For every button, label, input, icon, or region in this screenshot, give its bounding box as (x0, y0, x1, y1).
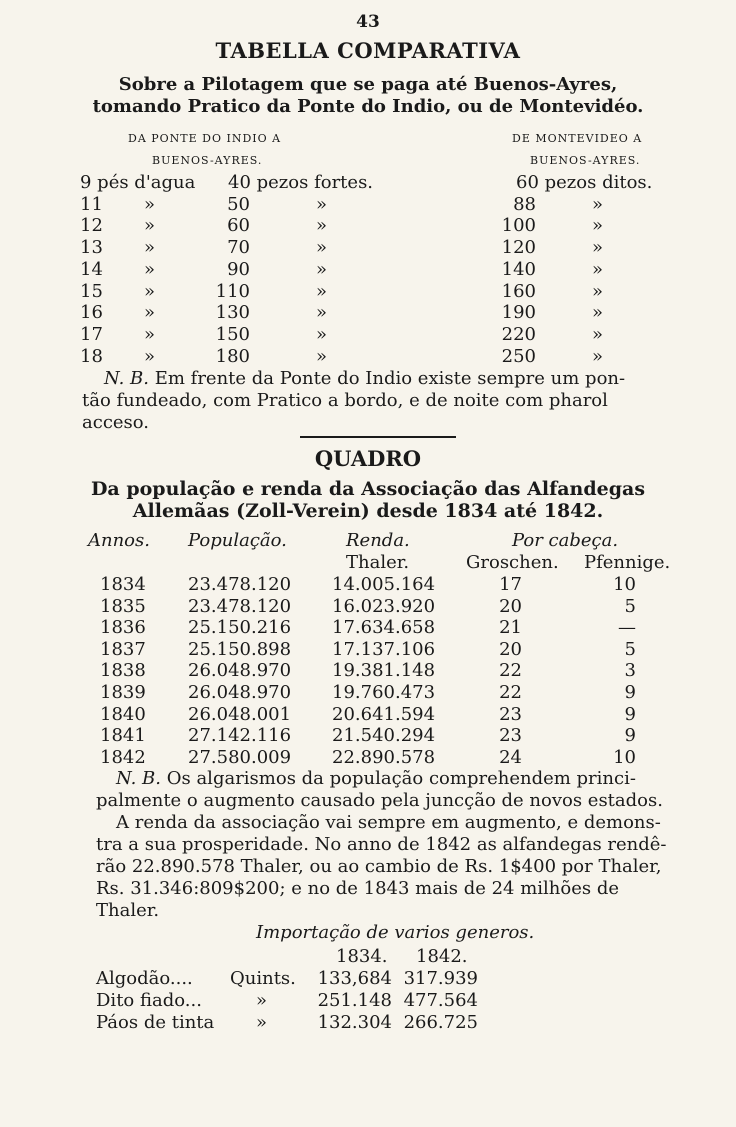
ditto-mark: » (144, 280, 156, 302)
ponte-price-cell: 50 (227, 193, 250, 215)
renda-cell: 21.540.294 (332, 725, 436, 747)
pfennige-cell: 9 (624, 725, 636, 747)
ditto-mark: » (316, 258, 328, 280)
ponte-price-cell: 130 (215, 302, 250, 324)
quadro-subheader-row (0, 552, 736, 574)
quadro-title: QUADRO (314, 446, 422, 471)
groschen-cell: 24 (499, 746, 522, 768)
value-1834-cell: 132.304 (317, 1012, 392, 1033)
renda-cell: 20.641.594 (332, 703, 436, 725)
ditto-mark: » (592, 258, 604, 280)
montevideo-price-cell: 60 pezos ditos. (516, 172, 653, 193)
population-cell: 25.150.898 (188, 638, 292, 660)
pfennige-cell: 3 (624, 660, 636, 682)
renda-cell: 17.634.658 (332, 617, 436, 639)
population-cell: 26.048.001 (188, 703, 292, 725)
ditto-mark: » (144, 215, 156, 237)
population-cell: 25.150.216 (188, 617, 292, 639)
ditto-mark: » (144, 323, 156, 345)
montevideo-price-cell: 140 (501, 258, 536, 280)
ditto-mark: » (316, 280, 328, 302)
tabella-subtitle-1: Sobre a Pilotagem que se paga até Buenos-Ayres, (118, 74, 618, 95)
quadro-nb (96, 768, 684, 812)
header-renda: Renda. (346, 530, 410, 551)
nb-line-1: Em frente da Ponte do Indio existe sempre um pon- (154, 368, 626, 389)
nb-line-2: tão fundeado, com Pratico a bordo, e de noite com pharol (82, 390, 608, 411)
depth-cell: 18 (80, 345, 103, 367)
montevideo-price-cell: 100 (501, 215, 536, 237)
quadro-nb-line-1: Os algarismos da população comprehendem princi- (166, 768, 636, 789)
table-row (0, 617, 736, 639)
pfennige-cell: — (618, 617, 636, 639)
table-row (0, 1012, 736, 1034)
ponte-price-cell: 40 pezos fortes. (228, 172, 374, 193)
pfennige-cell: 5 (624, 595, 636, 617)
groschen-cell: 23 (499, 703, 522, 725)
quadro-subtitle-2: Allemãas (Zoll-Verein) desde 1834 até 1842. (132, 500, 604, 522)
table-row (0, 704, 736, 726)
ditto-mark: » (144, 193, 156, 215)
col-right-heading-1: DE MONTEVIDEO A (512, 132, 643, 145)
population-cell: 27.580.009 (188, 746, 292, 768)
groschen-cell: 22 (499, 682, 522, 703)
ditto-mark: » (592, 280, 604, 302)
ditto-mark: » (592, 302, 604, 324)
ditto-mark: » (316, 237, 328, 259)
depth-cell: 14 (80, 258, 103, 280)
nb-label: N. B. (104, 368, 149, 389)
quadro-nb-line-2: palmente o augmento causado pela juncção de novos estados. (96, 790, 663, 811)
montevideo-price-cell: 120 (501, 237, 536, 259)
unit-cell: » (256, 1012, 268, 1033)
col-right-heading-2: BUENOS-AYRES. (530, 154, 641, 167)
tabella-title: TABELLA COMPARATIVA (215, 38, 521, 63)
ditto-mark: » (316, 323, 328, 345)
tabella-nb (82, 368, 672, 434)
population-cell: 26.048.970 (188, 682, 292, 703)
groschen-cell: 17 (499, 574, 522, 595)
page-number: 43 (356, 12, 380, 32)
depth-cell: 15 (80, 280, 103, 302)
depth-cell: 11 (80, 193, 103, 215)
ponte-price-cell: 90 (227, 258, 250, 280)
renda-cell: 16.023.920 (332, 595, 436, 617)
montevideo-price-cell: 250 (501, 345, 536, 367)
year-cell: 1840 (100, 703, 146, 725)
section-divider (300, 436, 456, 438)
table-row (0, 725, 736, 747)
value-1842-cell: 317.939 (403, 968, 478, 989)
ditto-mark: » (592, 237, 604, 259)
table-row (0, 660, 736, 682)
year-cell: 1835 (100, 595, 146, 617)
ponte-price-cell: 180 (215, 345, 250, 367)
ditto-mark: » (592, 193, 604, 215)
year-cell: 1834 (100, 574, 146, 595)
ditto-mark: » (316, 302, 328, 324)
ditto-mark: » (144, 258, 156, 280)
renda-cell: 22.890.578 (332, 746, 436, 768)
depth-cell: 9 pés d'agua (80, 172, 196, 193)
table-row (0, 574, 736, 596)
col-left-heading-2: BUENOS-AYRES. (152, 154, 263, 167)
table-row (0, 302, 736, 324)
year-cell: 1842 (100, 746, 146, 768)
ditto-mark: » (316, 193, 328, 215)
groschen-cell: 20 (499, 638, 522, 660)
table-row (0, 194, 736, 216)
renda-cell: 19.760.473 (332, 682, 436, 703)
table-row (0, 682, 736, 704)
ditto-mark: » (144, 237, 156, 259)
montevideo-price-cell: 88 (513, 193, 536, 215)
groschen-cell: 23 (499, 725, 522, 747)
header-annos: Annos. (88, 530, 150, 551)
groschen-cell: 22 (499, 660, 522, 682)
ditto-mark: » (592, 215, 604, 237)
import-years-row (0, 946, 736, 968)
header-groschen: Groschen. (466, 552, 559, 573)
para-line-5: Thaler. (96, 900, 160, 921)
year-cell: 1839 (100, 682, 146, 703)
para-line-2: tra a sua prosperidade. No anno de 1842 as alfandegas rendê- (96, 834, 667, 855)
pfennige-cell: 5 (624, 638, 636, 660)
renda-cell: 17.137.106 (332, 638, 436, 660)
table-row (0, 596, 736, 618)
renda-paragraph (96, 812, 684, 922)
table-row (0, 639, 736, 661)
depth-cell: 16 (80, 302, 103, 324)
table-row (0, 281, 736, 303)
ditto-mark: » (592, 345, 604, 367)
ditto-mark: » (144, 345, 156, 367)
nb-line-3: acceso. (82, 412, 150, 433)
header-por-cabeca: Por cabeça. (512, 530, 619, 551)
value-1842-cell: 266.725 (403, 1012, 478, 1033)
quadro-nb-label: N. B. (116, 768, 161, 789)
unit-cell: Quints. (230, 968, 296, 989)
tabella-subtitle-2: tomando Pratico da Ponte do Indio, ou de Montevidéo. (92, 96, 644, 117)
renda-cell: 14.005.164 (332, 574, 436, 595)
table-row (0, 237, 736, 259)
ponte-price-cell: 70 (227, 237, 250, 259)
table-row (0, 346, 736, 368)
para-line-3: rão 22.890.578 Thaler, ou ao cambio de Rs. 1$400 por Thaler, (96, 856, 662, 877)
pfennige-cell: 10 (613, 746, 636, 768)
year-cell: 1838 (100, 660, 146, 682)
pfennige-cell: 9 (624, 703, 636, 725)
good-name-cell: Dito fiado... (96, 990, 202, 1011)
col-left-heading-1: DA PONTE DO INDIO A (128, 132, 282, 145)
quadro-header-row (0, 530, 736, 552)
groschen-cell: 20 (499, 595, 522, 617)
table-row (0, 747, 736, 769)
ditto-mark: » (144, 302, 156, 324)
year-cell: 1837 (100, 638, 146, 660)
ponte-price-cell: 60 (227, 215, 250, 237)
montevideo-price-cell: 190 (501, 302, 536, 324)
header-populacao: População. (188, 530, 287, 551)
para-line-1: A renda da associação vai sempre em augmento, e demons- (116, 812, 661, 833)
header-thaler: Thaler. (346, 552, 410, 573)
ditto-mark: » (316, 215, 328, 237)
import-year-1834: 1834. (336, 946, 388, 967)
depth-cell: 13 (80, 237, 103, 259)
renda-cell: 19.381.148 (332, 660, 436, 682)
depth-cell: 12 (80, 215, 103, 237)
ponte-price-cell: 150 (215, 323, 250, 345)
year-cell: 1836 (100, 617, 146, 639)
good-name-cell: Páos de tinta (96, 1012, 215, 1033)
ponte-price-cell: 110 (215, 280, 250, 302)
pfennige-cell: 9 (624, 682, 636, 703)
population-cell: 26.048.970 (188, 660, 292, 682)
table-row (0, 215, 736, 237)
table-row (0, 259, 736, 281)
import-year-1842: 1842. (416, 946, 468, 967)
year-cell: 1841 (100, 725, 146, 747)
ditto-mark: » (316, 345, 328, 367)
para-line-4: Rs. 31.346:809$200; e no de 1843 mais de 24 milhões de (96, 878, 620, 899)
depth-cell: 17 (80, 323, 103, 345)
header-pfennige: Pfennige. (584, 552, 671, 573)
table-row (0, 172, 736, 194)
population-cell: 23.478.120 (188, 574, 292, 595)
table-row (0, 968, 736, 990)
value-1842-cell: 477.564 (403, 990, 478, 1011)
value-1834-cell: 133,684 (317, 968, 392, 989)
value-1834-cell: 251.148 (317, 990, 392, 1011)
unit-cell: » (256, 990, 268, 1011)
quadro-subtitle-1: Da população e renda da Associação das Alfandegas (90, 478, 646, 500)
table-row (0, 324, 736, 346)
montevideo-price-cell: 160 (501, 280, 536, 302)
ditto-mark: » (592, 323, 604, 345)
table-row (0, 990, 736, 1012)
population-cell: 27.142.116 (188, 725, 292, 747)
pfennige-cell: 10 (613, 574, 636, 595)
importacao-title: Importação de varios generos. (256, 922, 535, 943)
montevideo-price-cell: 220 (501, 323, 536, 345)
groschen-cell: 21 (499, 617, 522, 639)
good-name-cell: Algodão.... (96, 968, 193, 989)
population-cell: 23.478.120 (188, 595, 292, 617)
